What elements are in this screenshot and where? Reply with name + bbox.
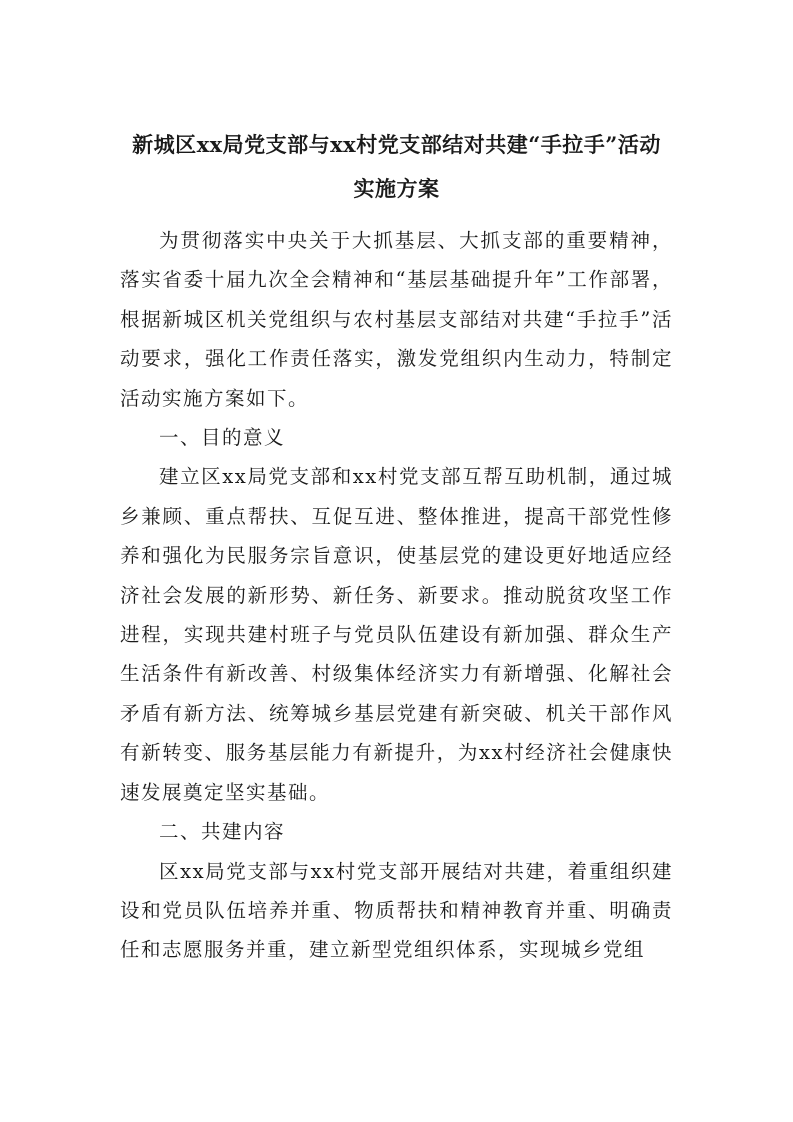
document-page (120, 123, 673, 970)
intro-paragraph: 为贯彻落实中央关于大抓基层、大抓支部的重要精神，落实省委十届九次全会精神和“基层基础提升年”工作部署，根据新城区机关党组织与农村基层支部结对共建“手拉手”活动要求，强化工作责任落实，激发党组织内生动力，特制定活动实施方案如下。 (120, 229, 673, 410)
document-title (120, 123, 673, 211)
section-2-paragraph: 区xx局党支部与xx村党支部开展结对共建，着重组织建设和党员队伍培养并重、物质帮扶和精神教育并重、明确责任和志愿服务并重，建立新型党组织体系，实现城乡党组 (120, 859, 673, 962)
section-1-heading: 一、目的意义 (159, 426, 286, 450)
section-2-heading: 二、共建内容 (159, 820, 286, 844)
section-1-paragraph: 建立区xx局党支部和xx村党支部互帮互助机制，通过城乡兼顾、重点帮扶、互促互进、整体推进，提高干部党性修养和强化为民服务宗旨意识，使基层党的建设更好地适应经济社会发展的新形势、新任务、新要求。推动脱贫攻坚工作进程，实现共建村班子与党员队伍建设有新加强、群众生产生活条件有新改善、村级集体经济实力有新增强、化解社会矛盾有新方法、统筹城乡基层党建有新突破、机关干部作风有新转变、服务基层能力有新提升，为xx村经济社会健康快速发展奠定坚实基础。 (120, 465, 673, 804)
title-line-1: 新城区xx局党支部与xx村党支部结对共建“手拉手”活动 (132, 132, 661, 157)
title-line-2: 实施方案 (353, 176, 440, 201)
